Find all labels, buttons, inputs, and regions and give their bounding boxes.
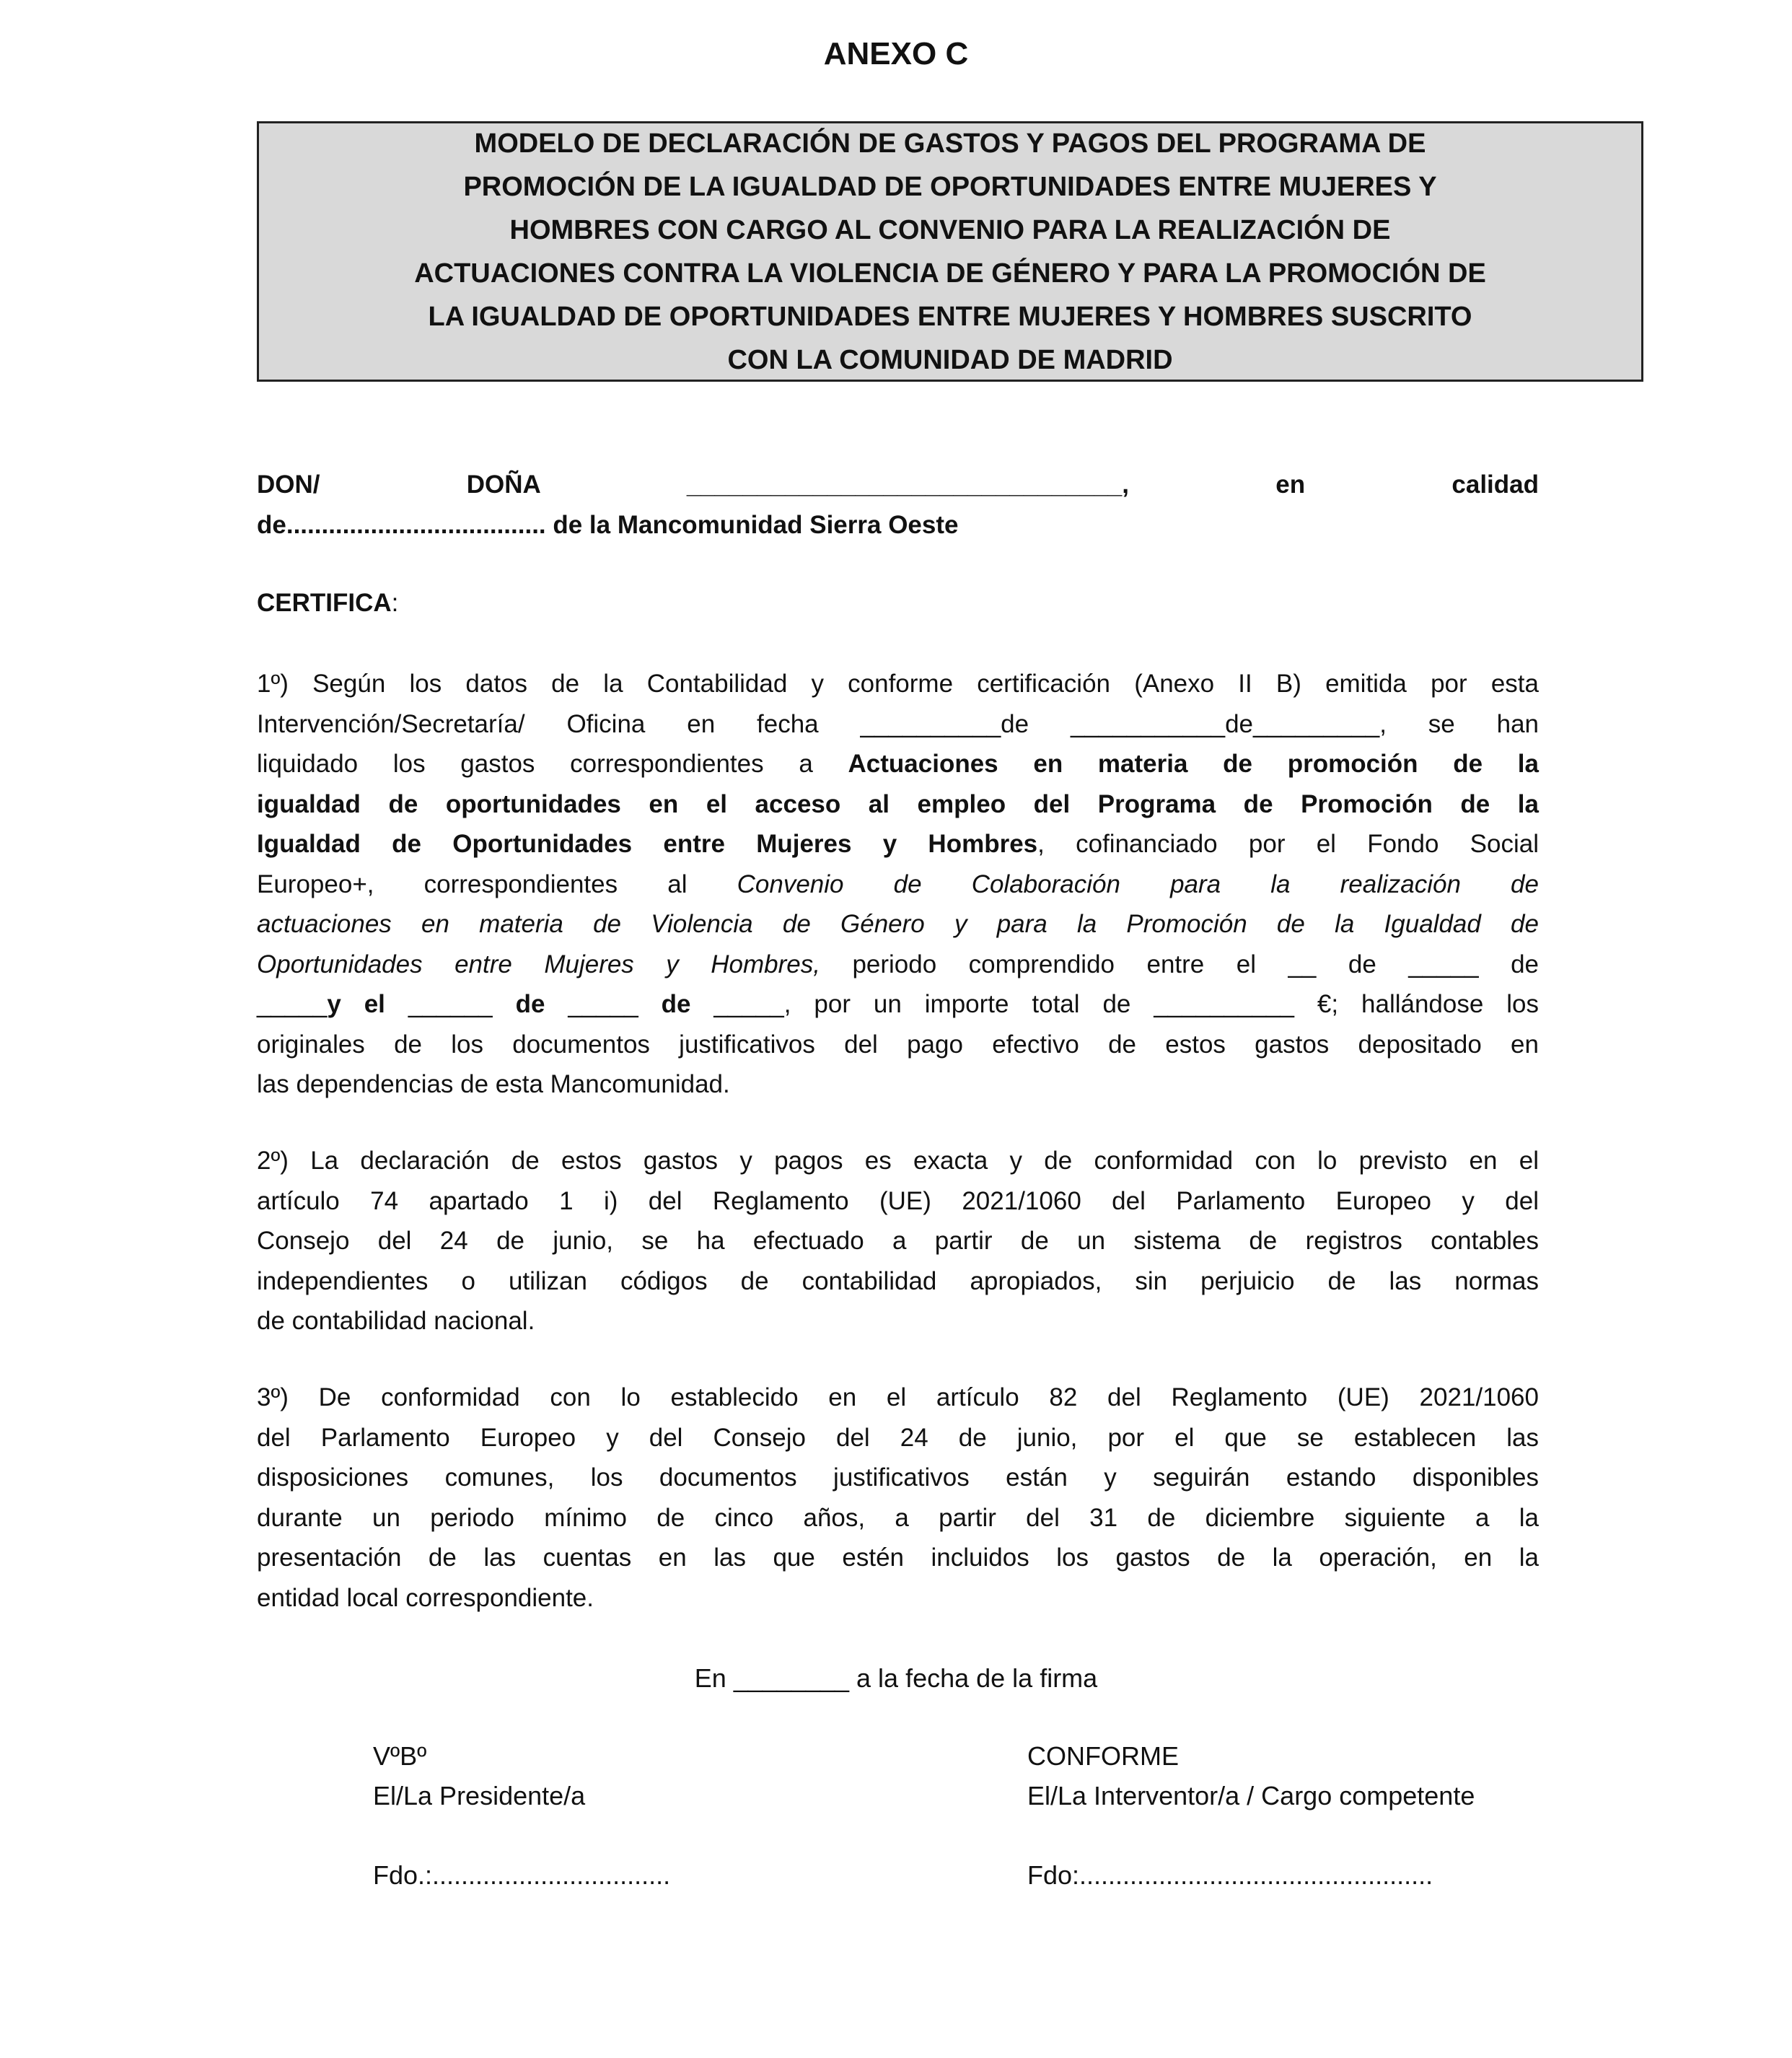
point-3-paragraph bbox=[257, 1378, 1539, 1618]
text-segment: de contabilidad nacional. bbox=[257, 1307, 535, 1335]
president-role: El/La Presidente/a bbox=[373, 1781, 586, 1810]
text-segment: , en calidad bbox=[1122, 470, 1540, 499]
text-segment: igualdad de oportunidades en el acceso al empleo del Programa de Promoción de la bbox=[257, 789, 1539, 818]
text-line bbox=[257, 1578, 1539, 1619]
text-segment: artículo 74 apartado 1 i) del Reglamento (UE) 2021/1060 del Parlamento Europeo y del bbox=[257, 1186, 1539, 1215]
text-segment: durante un periodo mínimo de cinco años, a partir del 31 de diciembre siguiente a la bbox=[257, 1503, 1539, 1532]
text-segment: Europeo+, correspondientes al bbox=[257, 870, 737, 898]
text-segment: del Parlamento Europeo y del Consejo del 24 de junio, por el que se establecen las bbox=[257, 1423, 1539, 1452]
annex-heading: ANEXO C bbox=[823, 36, 969, 71]
declarant-paragraph bbox=[257, 465, 1539, 545]
text-segment: originales de los documentos justificativos del pago efectivo de estos gastos depositado en bbox=[257, 1030, 1539, 1059]
title-line: ACTUACIONES CONTRA LA VIOLENCIA DE GÉNERO Y PARA LA PROMOCIÓN DE bbox=[414, 258, 1486, 289]
text-segment: de bbox=[515, 990, 545, 1018]
text-segment: _____, por un importe total de __________ €; hallándose los bbox=[690, 990, 1539, 1018]
place-date-line bbox=[0, 1658, 1792, 1698]
text-line bbox=[257, 1538, 1539, 1578]
text-line bbox=[257, 1498, 1539, 1538]
text-line bbox=[257, 784, 1539, 825]
text-segment: 2º) La declaración de estos gastos y pagos es exacta y de conformidad con lo previsto en el bbox=[257, 1147, 1539, 1175]
title-line: MODELO DE DECLARACIÓN DE GASTOS Y PAGOS DEL PROGRAMA DE bbox=[474, 128, 1426, 159]
text-line bbox=[257, 945, 1539, 985]
title-line: PROMOCIÓN DE LA IGUALDAD DE OPORTUNIDADES ENTRE MUJERES Y bbox=[463, 171, 1437, 202]
text-segment: liquidado los gastos correspondientes a bbox=[257, 750, 848, 778]
text-line bbox=[257, 1221, 1539, 1261]
text-segment: y el bbox=[327, 990, 385, 1018]
text-line bbox=[257, 1064, 1539, 1105]
text-segment: Convenio de Colaboración para la realización de bbox=[737, 870, 1539, 898]
text-segment: independientes o utilizan códigos de contabilidad apropiados, sin perjuicio de las normas bbox=[257, 1266, 1539, 1295]
point-2-paragraph bbox=[257, 1141, 1539, 1341]
vobo-label: VºBº bbox=[373, 1741, 427, 1771]
text-line bbox=[257, 1418, 1539, 1458]
signature-left bbox=[373, 1736, 670, 1895]
point-1-paragraph bbox=[257, 664, 1539, 1105]
document-title-box bbox=[257, 121, 1643, 382]
text-segment: periodo comprendido entre el __ de _____ de bbox=[820, 950, 1539, 978]
title-line: LA IGUALDAD DE OPORTUNIDADES ENTRE MUJERES Y HOMBRES SUSCRITO bbox=[428, 301, 1472, 332]
text-segment: entidad local correspondiente. bbox=[257, 1583, 594, 1612]
president-signature-line: Fdo.:................................. bbox=[373, 1860, 671, 1890]
signature-right bbox=[1027, 1736, 1475, 1895]
text-line bbox=[257, 824, 1539, 864]
text-segment: : bbox=[391, 589, 399, 617]
text-line bbox=[257, 505, 1539, 546]
text-line bbox=[257, 1301, 1539, 1341]
text-segment: de..................................... de la Mancomunidad Sierra Oeste bbox=[257, 510, 959, 539]
text-line bbox=[257, 704, 1539, 745]
place-prefix: En bbox=[694, 1663, 734, 1693]
text-segment: _______________________________ bbox=[686, 470, 1123, 499]
text-line bbox=[257, 1378, 1539, 1418]
certifica-label bbox=[257, 583, 1539, 623]
text-line bbox=[257, 864, 1539, 905]
text-line bbox=[257, 984, 1539, 1025]
interventor-signature-line: Fdo:................................................. bbox=[1027, 1860, 1433, 1890]
text-segment: DON/ DOÑA bbox=[257, 470, 687, 499]
text-segment: _____ bbox=[257, 990, 328, 1018]
text-line bbox=[257, 583, 1539, 623]
text-line bbox=[257, 664, 1539, 704]
interventor-role: El/La Interventor/a / Cargo competente bbox=[1027, 1781, 1475, 1810]
text-segment: Consejo del 24 de junio, se ha efectuado a partir de un sistema de registros contables bbox=[257, 1227, 1539, 1255]
text-segment: ______ bbox=[385, 990, 516, 1018]
place-blank: ________ bbox=[733, 1663, 850, 1693]
conforme-label: CONFORME bbox=[1027, 1741, 1179, 1771]
title-line: CON LA COMUNIDAD DE MADRID bbox=[727, 344, 1173, 375]
text-segment: , cofinanciado por el Fondo Social bbox=[1037, 830, 1540, 858]
text-line bbox=[257, 1181, 1539, 1222]
text-line bbox=[257, 1141, 1539, 1181]
title-line: HOMBRES CON CARGO AL CONVENIO PARA LA REALIZACIÓN DE bbox=[509, 214, 1391, 245]
text-segment: Igualdad de Oportunidades entre Mujeres y Hombres bbox=[257, 830, 1038, 858]
text-line bbox=[257, 1261, 1539, 1302]
place-suffix: a la fecha de la firma bbox=[849, 1663, 1098, 1693]
text-line bbox=[257, 465, 1539, 505]
text-line bbox=[257, 1025, 1539, 1065]
text-segment: _____ bbox=[545, 990, 662, 1018]
text-segment: Intervención/Secretaría/ Oficina en fecha __________de ___________de_________, se han bbox=[257, 709, 1539, 738]
text-line bbox=[257, 1458, 1539, 1498]
text-segment: Actuaciones en materia de promoción de la bbox=[848, 750, 1539, 778]
text-segment: CERTIFICA bbox=[257, 589, 392, 617]
text-segment: 1º) Según los datos de la Contabilidad y conforme certificación (Anexo II B) emitida por esta bbox=[257, 670, 1539, 698]
text-line bbox=[257, 744, 1539, 784]
text-segment: disposiciones comunes, los documentos justificativos están y seguirán estando disponibles bbox=[257, 1463, 1539, 1492]
text-line bbox=[257, 904, 1539, 945]
text-segment: de bbox=[661, 990, 691, 1018]
text-segment: Oportunidades entre Mujeres y Hombres, bbox=[257, 950, 820, 978]
text-segment: las dependencias de esta Mancomunidad. bbox=[257, 1070, 730, 1098]
text-segment: presentación de las cuentas en las que estén incluidos los gastos de la operación, en la bbox=[257, 1544, 1539, 1572]
text-segment: 3º) De conformidad con lo establecido en el artículo 82 del Reglamento (UE) 2021/1060 bbox=[257, 1383, 1539, 1411]
text-segment: actuaciones en materia de Violencia de Género y para la Promoción de la Igualdad de bbox=[257, 910, 1539, 938]
